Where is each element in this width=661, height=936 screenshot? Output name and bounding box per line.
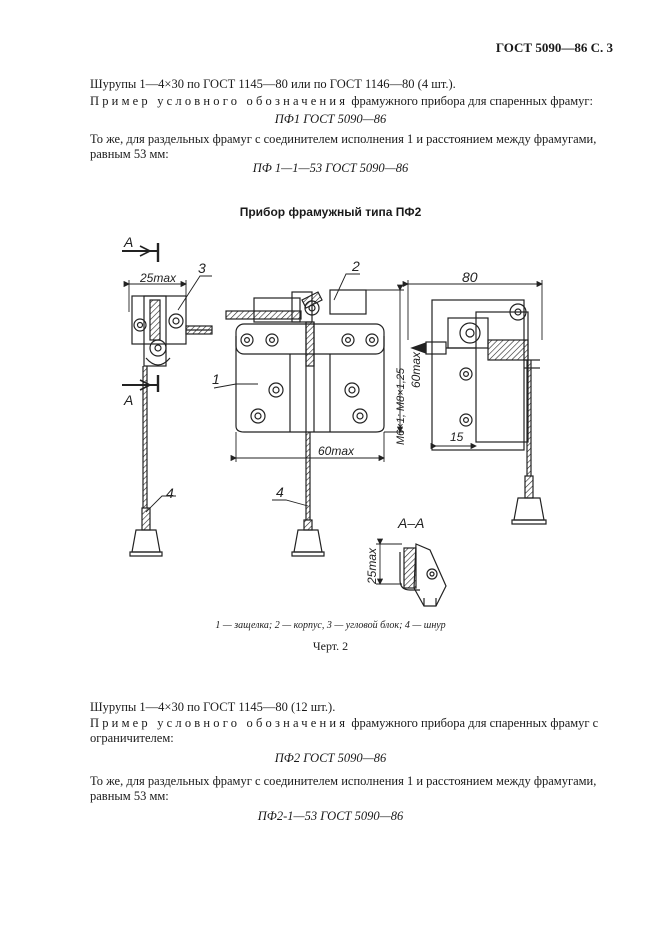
designation-pf2: ПФ2 ГОСТ 5090—86 bbox=[274, 751, 387, 765]
callout-1-label: 1 bbox=[212, 371, 220, 387]
legend-num-2: 2 bbox=[274, 620, 280, 631]
designation-pf1: ПФ1 ГОСТ 5090—86 bbox=[274, 112, 387, 126]
dim-60max-vertical: 60max bbox=[409, 351, 423, 388]
example-spaced-1: Пример условного обозначения bbox=[90, 94, 349, 108]
dim-25max-top: 25max bbox=[140, 271, 177, 285]
dim-15-label: 15 bbox=[450, 430, 464, 444]
legend-text-1: — защелка; bbox=[220, 620, 275, 631]
legend-num-1: 1 bbox=[215, 620, 221, 631]
figure-caption: Черт. 2 bbox=[312, 639, 349, 653]
screws-note-1: Шурупы 1—4×30 по ГОСТ 1145—80 или по ГОСТ 1146—80 (4 шт.). bbox=[90, 77, 456, 91]
thread-label: M6×1; M8×1,25 bbox=[395, 367, 407, 445]
screws-note-2: Шурупы 1—4×30 по ГОСТ 1145—80 (12 шт.). bbox=[90, 700, 336, 714]
dim-60max-horizontal: 60max bbox=[318, 444, 355, 458]
section-a-top-label: A bbox=[124, 234, 134, 250]
same-line-2a: То же, для раздельных фрамуг с соединителем исполнения 1 и расстоянием между фрамугами, bbox=[90, 774, 597, 788]
same-line-1b: равным 53 мм: bbox=[90, 147, 169, 161]
dim-25max-side: 25max bbox=[365, 547, 379, 584]
legend-num-3: 3 bbox=[326, 620, 332, 631]
callout-4-left-label: 4 bbox=[166, 485, 174, 501]
designation-pf1-1-53: ПФ 1—1—53 ГОСТ 5090—86 bbox=[252, 161, 409, 175]
legend-text-2: — корпус, bbox=[279, 620, 327, 631]
same-line-2b: равным 53 мм: bbox=[90, 789, 169, 803]
example-line-2b: ограничителем: bbox=[90, 731, 174, 745]
figure-title: Прибор фрамужный типа ПФ2 bbox=[239, 205, 422, 219]
callout-3-label: 3 bbox=[198, 260, 206, 276]
callout-4-mid-label: 4 bbox=[276, 484, 284, 500]
same-line-1a: То же, для раздельных фрамуг с соединителем исполнения 1 и расстоянием между фрамугами, bbox=[90, 132, 597, 146]
designation-pf2-1-53: ПФ2-1—53 ГОСТ 5090—86 bbox=[257, 809, 404, 823]
example-rest-2: фрамужного прибора для спаренных фрамуг с bbox=[348, 716, 599, 730]
callout-2-label: 2 bbox=[352, 258, 360, 274]
figure-legend bbox=[0, 620, 661, 631]
page-header: ГОСТ 5090—86 С. 3 bbox=[495, 40, 613, 55]
example-rest-1: фрамужного прибора для спаренных фрамуг: bbox=[348, 94, 594, 108]
dim-80-label: 80 bbox=[462, 269, 478, 285]
legend-text-4: — шнур bbox=[409, 620, 446, 631]
section-aa-label: A–A bbox=[398, 515, 425, 531]
section-a-bottom-label: A bbox=[124, 392, 134, 408]
legend-num-4: 4 bbox=[404, 620, 410, 631]
example-spaced-2: Пример условного обозначения bbox=[90, 716, 349, 730]
legend-text-3: — угловой блок; bbox=[331, 620, 405, 631]
